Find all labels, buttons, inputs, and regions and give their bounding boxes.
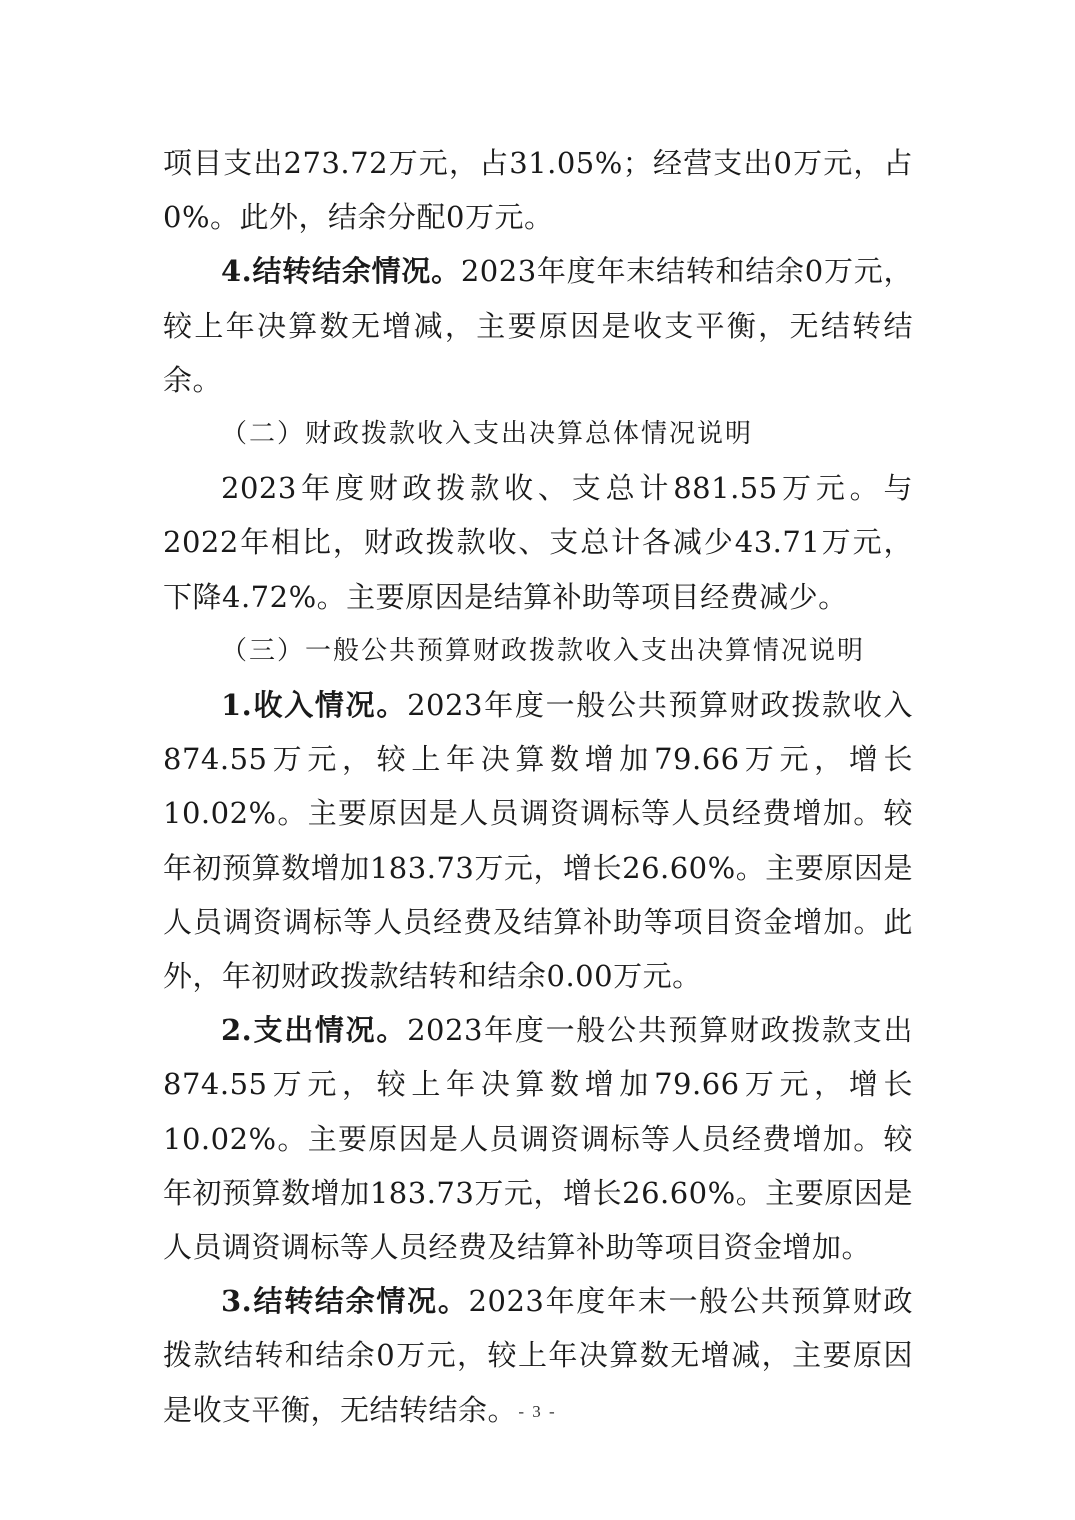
- paragraph-lead: 1.收入情况。: [221, 688, 408, 723]
- section-heading-general-budget: （三）一般公共预算财政拨款收入支出决算情况说明: [221, 635, 866, 666]
- page-number: - 3 -: [518, 1402, 557, 1421]
- paragraph-fiscal-overall: 2023年度财政拨款收、支总计881.55万元。与2022年相比，财政拨款收、支总计各减少43.71万元，下降4.72%。主要原因是结算补助等项目经费减少。: [163, 471, 913, 614]
- paragraph-expenditure: [163, 1003, 913, 1274]
- paragraph-text: 2023年度一般公共预算财政拨款支出874.55万元，较上年决算数增加79.66万元，增长10.02%。主要原因是人员调资调标等人员经费增加。较年初预算数增加183.73万元，增长26.60%。主要原因是人员调资调标等人员经费及结算补助等项目资金增加。: [163, 1013, 913, 1265]
- paragraph-text: 2023年度年末一般公共预算财政拨款结转和结余0万元，较上年决算数无增减，主要原因是收支平衡，无结转结余。: [163, 1284, 913, 1427]
- paragraph-project-expense: [163, 136, 913, 244]
- paragraph-text: 项目支出273.72万元，占31.05%；经营支出0万元，占0%。此外，结余分配0万元。: [163, 146, 913, 235]
- document-body: [163, 136, 913, 1437]
- paragraph-lead: 2.支出情况。: [221, 1013, 408, 1048]
- paragraph-text: 2023年度一般公共预算财政拨款收入874.55万元，较上年决算数增加79.66万元，增长10.02%。主要原因是人员调资调标等人员经费增加。较年初预算数增加183.73万元，增长26.60%。主要原因是人员调资调标等人员经费及结算补助等项目资金增加。此外，年初财政拨款结转和结余0.00万元。: [163, 688, 913, 994]
- section-heading-fiscal-overall: （二）财政拨款收入支出决算总体情况说明: [221, 419, 754, 450]
- paragraph-carryover-balance: [163, 244, 913, 407]
- paragraph-text: 2023年度年末结转和结余0万元，较上年决算数无增减，主要原因是收支平衡，无结转结余。: [163, 254, 913, 397]
- paragraph-income: [163, 678, 913, 1003]
- paragraph-lead: 4.结转结余情况。: [221, 254, 461, 289]
- paragraph-lead: 3.结转结余情况。: [221, 1284, 469, 1319]
